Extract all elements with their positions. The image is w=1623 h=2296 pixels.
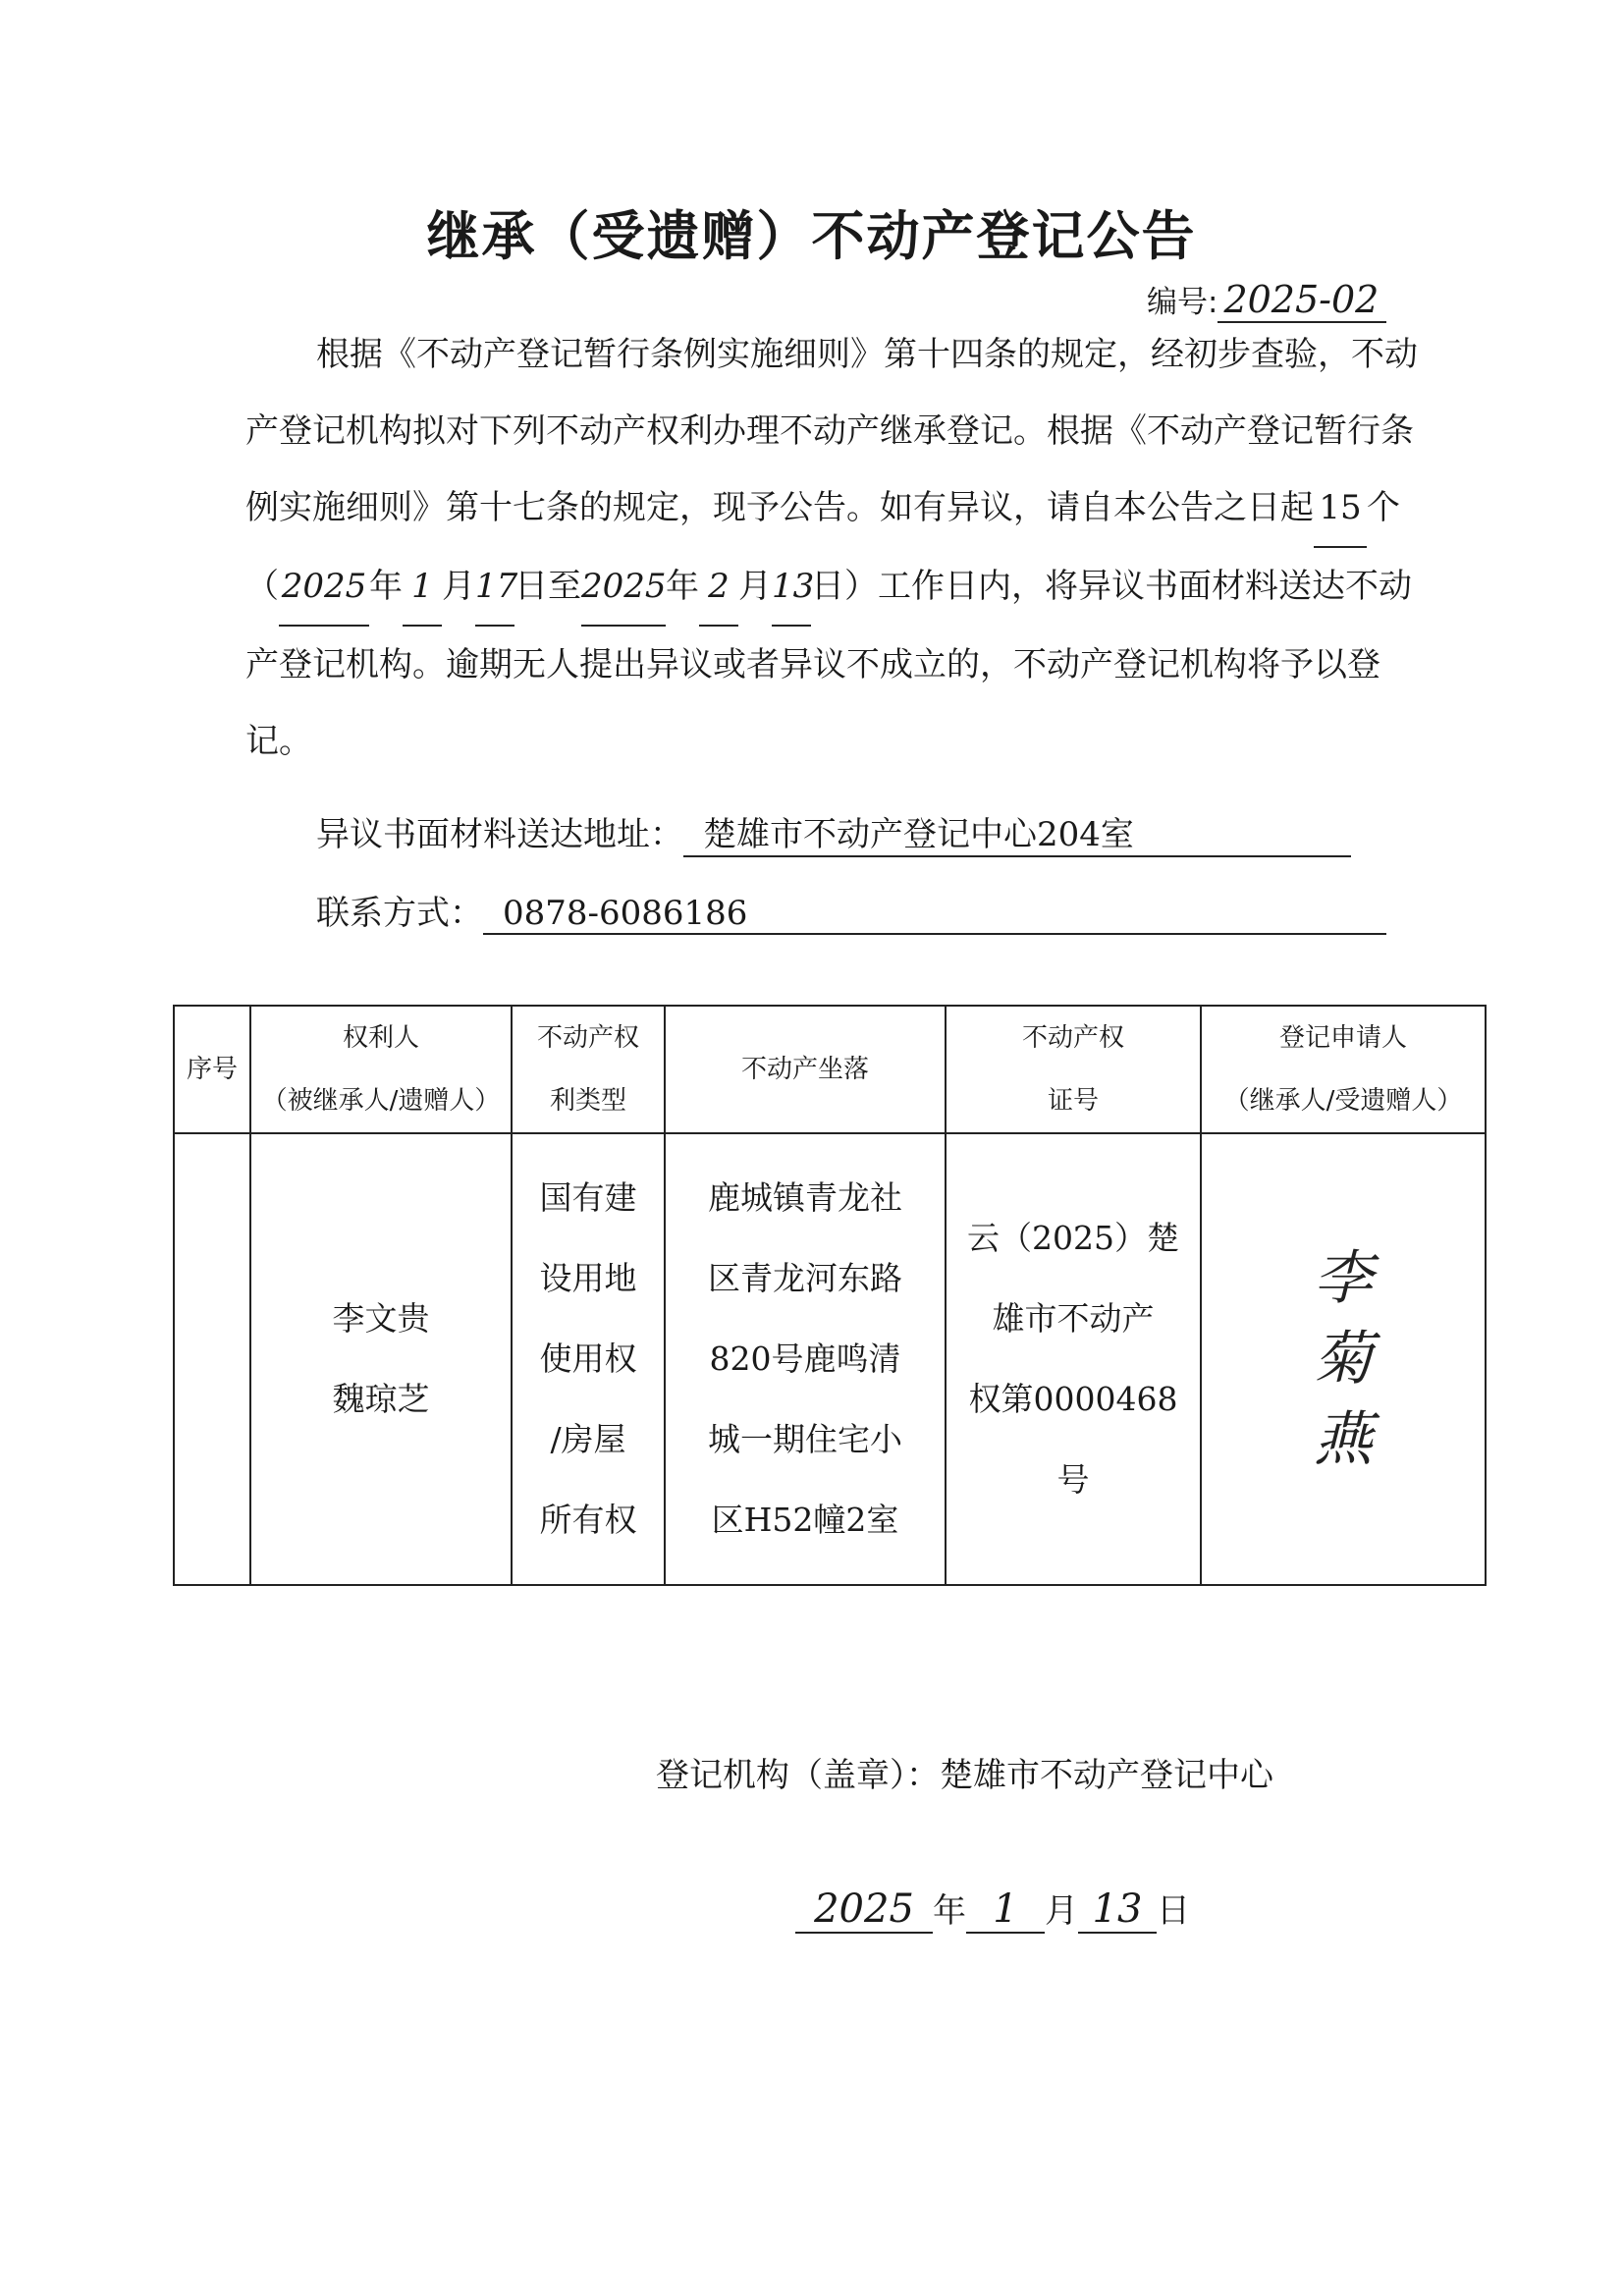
holder-name: 李文贵	[332, 1299, 430, 1338]
right-type-line: 设用地	[539, 1259, 637, 1297]
year-char: 年	[933, 1891, 966, 1931]
cell-location	[665, 1133, 946, 1585]
location-line: 区H52幢2室	[711, 1501, 899, 1539]
contact-value: 0878-6086186	[483, 894, 1386, 935]
ge-text: 个（	[245, 488, 1400, 606]
month-char: 月	[1045, 1891, 1078, 1931]
doc-number-value: 2025-02	[1217, 278, 1386, 323]
table-header-row	[174, 1006, 1486, 1133]
from-year: 2025	[279, 548, 369, 627]
date-day: 13	[1078, 1886, 1157, 1934]
cert-line: 权第0000468	[968, 1380, 1178, 1418]
day-close-text: 日）	[811, 567, 878, 606]
location-line: 城一期住宅小	[708, 1420, 902, 1458]
date-year: 2025	[795, 1886, 933, 1934]
header-cert-line2: 证号	[1047, 1086, 1099, 1116]
address-label: 异议书面材料送达地址：	[316, 815, 683, 854]
signature-char: 燕	[1314, 1405, 1373, 1474]
cell-seq	[174, 1133, 250, 1585]
registration-table	[173, 1005, 1487, 1586]
doc-number-label: 编号:	[1147, 285, 1218, 320]
right-type-line: 国有建	[539, 1178, 637, 1217]
location-line: 鹿城镇青龙社	[708, 1178, 902, 1217]
signature-char: 李	[1314, 1244, 1373, 1313]
date-month: 1	[966, 1886, 1045, 1934]
cell-right-type	[512, 1133, 665, 1585]
address-line	[316, 807, 1351, 857]
header-location	[665, 1006, 946, 1133]
header-right-type	[512, 1006, 665, 1133]
notice-intro: 根据《不动产登记暂行条例实施细则》第十四条的规定，经初步查验，不动产登记机构拟对下列不动产权利办理不动产继承登记。根据《不动产登记暂行条例实施细则》第十七条的规定，现予公告。如有异议，请自本公告之日起	[245, 335, 1418, 527]
cert-line: 云（2025）楚	[967, 1219, 1179, 1257]
header-certificate	[946, 1006, 1201, 1133]
header-applicant-line1: 登记申请人	[1278, 1023, 1407, 1053]
cert-line: 雄市不动产	[992, 1299, 1155, 1338]
to-month: 2	[699, 548, 738, 627]
header-seq	[174, 1006, 250, 1133]
address-value: 楚雄市不动产登记中心204室	[683, 807, 1351, 857]
holder-name: 魏琼芝	[332, 1380, 430, 1418]
header-applicant-line2: （继承人/受遗赠人）	[1223, 1086, 1463, 1116]
to-day: 13	[772, 548, 811, 627]
year-char: 年	[369, 567, 403, 606]
from-day: 17	[475, 548, 514, 627]
header-holder-line2: （被继承人/遗赠人）	[261, 1086, 501, 1116]
right-type-line: 所有权	[539, 1501, 637, 1539]
cell-certificate	[946, 1133, 1201, 1585]
notice-date	[795, 1884, 1190, 1934]
header-type-line1: 不动产权	[536, 1023, 639, 1053]
right-type-line: 使用权	[539, 1339, 637, 1378]
contact-label: 联系方式：	[316, 894, 483, 933]
cell-holder	[250, 1133, 512, 1585]
cert-line: 号	[1056, 1460, 1090, 1499]
day-to-text: 日至	[514, 567, 581, 606]
objection-days: 15	[1314, 469, 1367, 548]
notice-tail: 工作日内，将异议书面材料送达不动产登记机构。逾期无人提出异议或者异议不成立的，不动产登记机构将予以登记。	[245, 567, 1412, 761]
header-holder	[250, 1006, 512, 1133]
location-line: 区青龙河东路	[708, 1259, 902, 1297]
signature-char: 菊	[1314, 1325, 1373, 1394]
header-seq-text: 序号	[186, 1055, 238, 1084]
notice-paragraph	[245, 316, 1424, 780]
from-month: 1	[403, 548, 442, 627]
table-row	[174, 1133, 1486, 1585]
day-char: 日	[1157, 1891, 1190, 1931]
month-char: 月	[738, 567, 772, 606]
location-line: 820号鹿鸣清	[709, 1339, 901, 1378]
header-holder-line1: 权利人	[342, 1023, 419, 1053]
registration-authority: 登记机构（盖章）：楚雄市不动产登记中心	[656, 1756, 1273, 1795]
header-applicant	[1201, 1006, 1486, 1133]
cell-applicant-signature	[1201, 1133, 1486, 1585]
contact-line	[316, 886, 1386, 935]
header-location-text: 不动产坐落	[740, 1055, 869, 1084]
year-char: 年	[666, 567, 699, 606]
month-char: 月	[442, 567, 475, 606]
header-type-line2: 利类型	[549, 1086, 626, 1116]
page-title: 继承（受遗赠）不动产登记公告	[426, 205, 1197, 267]
header-cert-line1: 不动产权	[1021, 1023, 1124, 1053]
right-type-line: /房屋	[550, 1420, 626, 1458]
to-year: 2025	[581, 548, 666, 627]
notice-body	[245, 316, 1424, 780]
